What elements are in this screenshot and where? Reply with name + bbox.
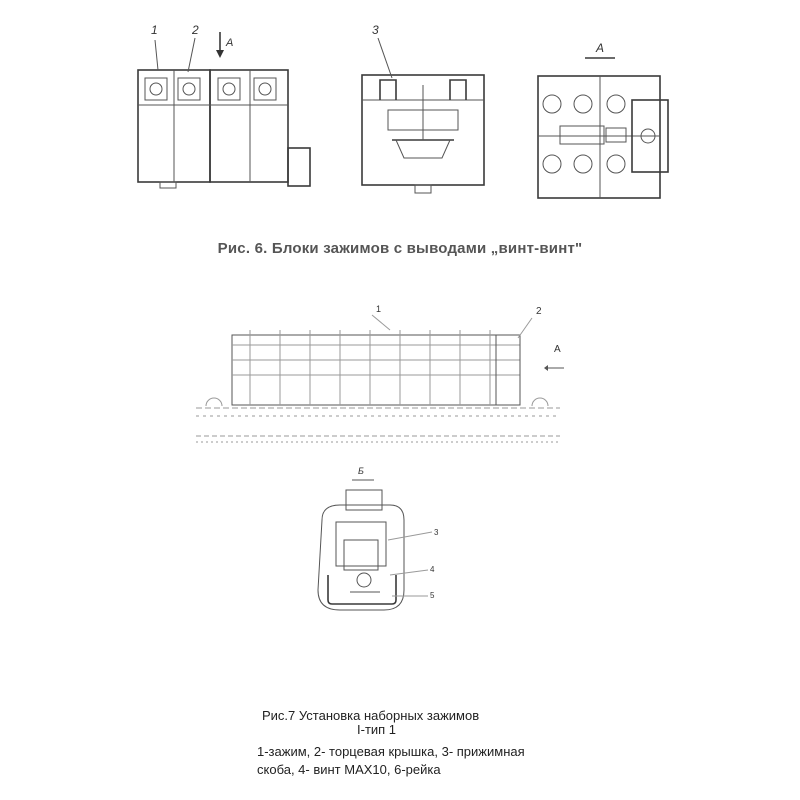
fig7-section-b	[318, 480, 432, 610]
fig6-label-2: 2	[192, 23, 199, 37]
fig6-view-a-label: A	[596, 41, 605, 55]
fig6-label-1: 1	[151, 23, 158, 37]
fig7-section-label: Б	[358, 466, 364, 476]
fig6-label-3: 3	[372, 23, 379, 37]
fig7-caption-title: Рис.7 Установка наборных зажимов	[262, 708, 480, 723]
fig7-legend-line2: скоба, 4- винт МАХ10, 6-рейка	[257, 762, 441, 777]
fig7-label-3: 3	[434, 528, 439, 537]
fig7-caption-type: I-тип 1	[357, 722, 397, 737]
fig7-label-5: 5	[430, 591, 435, 600]
fig7-legend-line1: 1-зажим, 2- торцевая крышка, 3- прижимная	[257, 744, 525, 759]
fig7-label-1: 1	[376, 304, 382, 314]
fig7-terminal-row	[232, 315, 564, 405]
fig7-arrow-a-label: A	[554, 344, 561, 355]
fig6-caption: Рис. 6. Блоки зажимов с выводами „винт-винт"	[217, 240, 583, 257]
fig6-arrow-a-label: A	[226, 37, 234, 49]
fig7-label-2: 2	[536, 306, 542, 317]
fig7-label-4: 4	[430, 565, 435, 574]
